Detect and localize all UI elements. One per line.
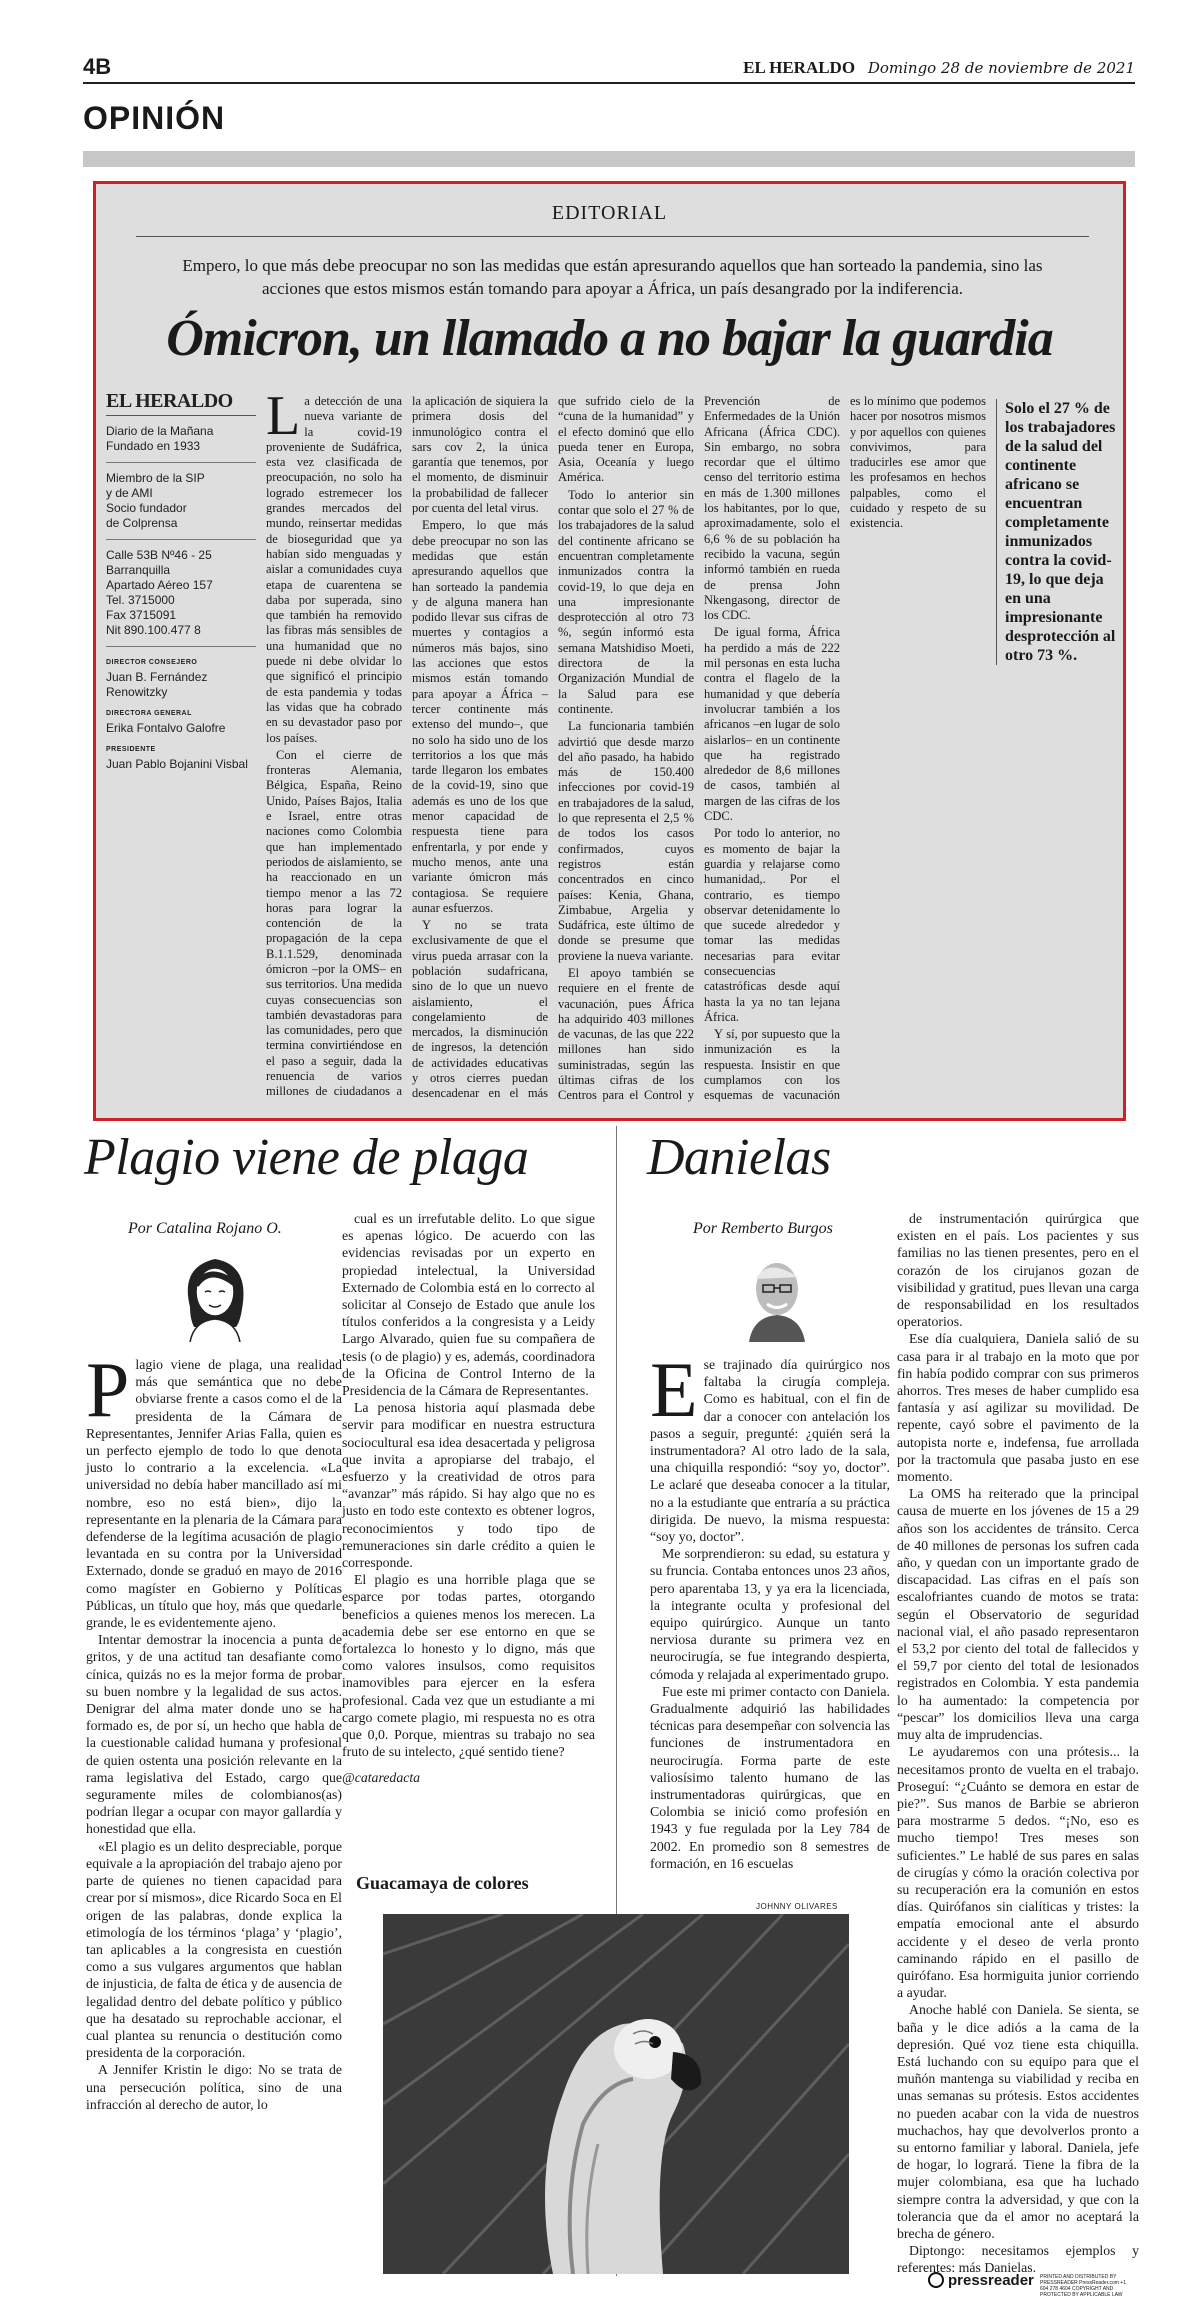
masthead-block-1 <box>106 424 256 463</box>
paragraph: Anoche hablé con Daniela. Se sienta, se baña y le dice adiós a la cama de la depresión. Qué voz tiene esta chiquilla. Está luchando con su equipo para que el muñón mantenga su viabilidad y reciba en unas semanas su prótesis. Estos accidentes no pueden acabar con la vida de nuestros muchachos, hay que devolverlos pronto a su entorno familiar y laboral. Daniela, jefe de hogar, lo logrará. Tiene la fibra de la mujer colombiana, esa que ha luchado siempre contra la adversidad, y que con la tolerancia que da el amor no aceptará la brecha de género. <box>897 2002 1139 2241</box>
column-title-danielas: Danielas <box>647 1129 831 1186</box>
page-number: 4B <box>83 54 112 79</box>
editorial-paragraph: Y no se trata exclusivamente de que el virus pueda arrasar con la población sudafricana, sino de lo que un nuevo aislamiento, el congelamiento de mercados, la disminución de ingresos, la detención de actividades educativas y otros cierres puedan desencadenar en el más que sufrido cielo de la “cuna de la humanidad” y el efecto dominó que ello pueda tener en Europa, Asia, Oceanía y luego América. <box>412 394 694 1101</box>
masthead-name: Erika Fontalvo Galofre <box>106 721 226 735</box>
issue-date: Domingo 28 de noviembre de 2021 <box>867 59 1135 77</box>
editorial-paragraph: De igual forma, África ha perdido a más de 222 mil personas en esta lucha contra el flagelo de la humanidad y que debería involucrar también a los africanos –en lugar de solo aislarlos– en un continente que ha registrado alrededor de 8,6 millones de casos, también al margen de las cifras de los CDC. <box>704 625 840 824</box>
author-portrait-burgos <box>727 1247 827 1342</box>
masthead-name: Juan Pablo Bojanini Visbal <box>106 757 248 771</box>
paragraph: Plagio viene de plaga, una realidad más que semántica que no debe obviarse frente a casos como el de la presidenta de la Cámara de Representantes, Jennifer Arias Falla, quien es un perfecto ejemplo de todo lo que denota justo lo contrario a la excelencia. «La universidad no debía haber mancillado así mi nombre, eso no está bien», dijo la representante en la plenaria de la Cámara para defenderse de la legítima acusación de plagio levantada en su contra por la Universidad Externado, donde se graduó en mayo de 2016 como magíster en Gobierno y Políticas Públicas, un título que hoy, más que quedarle grande, le es evidentemente ajeno. <box>86 1346 342 1631</box>
editorial-paragraph: Y sí, por supuesto que la inmunización es la respuesta. Insistir en que cumplamos con los esquemas de vacunación es lo mínimo que podemos hacer por nosotros mismos y por aquellos con quienes convivimos, para traducirles ese amor que les profesamos en hechos palpables, como el cuidado y respeto de su existencia. <box>704 394 986 1103</box>
paragraph: El plagio es una horrible plaga que se esparce por todas partes, otorgando beneficios a quienes menos los merecen. La academia debe ser ese entorno en que se fortalezca lo honesto y lo digno, más que como valores insulsos, como requisitos inamovibles para ejercer en la esfera profesional. Cada vez que un estudiante a mi cargo comete plagio, mi respuesta no es otra que 0,0. Porque, mientras su trabajo no sea fruto de su intelecto, ¿qué sentido tiene? <box>342 1572 595 1760</box>
column-body-plagio-2 <box>342 1210 595 1786</box>
masthead-line: Fundado en 1933 <box>106 439 201 453</box>
paragraph: Me sorprendieron: su edad, su estatura y su fruncia. Contaba entonces unos 23 años, pero aparentaba 13, y ya era la licenciada, la integrante oculta y profesional del equipo quirúrgico. Aunque un tanto nerviosa durante su primera vez en neurocirugía, se fue integrando despierta, cómoda y relajada al experimentado grupo. <box>650 1546 890 1682</box>
paragraph: de instrumentación quirúrgica que existen en el país. Los pacientes y sus familias no las tienen presentes, pero en el corazón de los cirujanos gozan de visibilidad y gratitud, pues llevan una carga de responsabilidad en los resultados operatorios. <box>897 1211 1139 1330</box>
macaw-photo <box>383 1914 849 2274</box>
author-portrait-rojano <box>160 1247 270 1342</box>
editorial-pull-quote: Solo el 27 % de los trabajadores de la salud del continente africano se encuentran completamente inmunizados contra la covid-19, lo que deja en una impresionante desprotección al otro 73 %. <box>996 399 1121 665</box>
section-title: OPINIÓN <box>83 100 226 136</box>
paragraph: Fue este mi primer contacto con Daniela. Gradualmente adquirió las habilidades técnicas para desempeñar con solvencia las funciones de instrumentadora en neurocirugía. Forma parte de este valiosísimo talento humano de las instrumentadoras quirúrgicas, que en Colombia se inició como profesión en 1943 y fue regulada por la Ley 784 de 2002. En promedio son 8 semestres de formación, en 16 escuelas <box>650 1683 890 1871</box>
paragraph: Ese trajinado día quirúrgico nos faltaba la cirugía compleja. Como es habitual, con el fin de dar a conocer con antelación los pasos a seguir, pregunté: ¿quién será la instrumentadora? Al otro lado de la sala, una chiquilla respondió: “soy yo, doctor”. Le aclaré que deseaba conocer a la titular, no a la estudiante que entraría a su práctica dirigida. De nuevo, la misma respuesta: “soy yo, doctor”. <box>650 1346 890 1545</box>
author-handle: @cataredacta <box>342 1769 421 1785</box>
paragraph: Diptongo: necesitamos ejemplos y referentes: más Danielas. <box>897 2243 1139 2276</box>
masthead-line: Barranquilla <box>106 563 171 577</box>
paragraph: Ese día cualquiera, Daniela salió de su casa para ir al trabajo en la moto que por fin había podido comprar con sus primeros ahorros. Tres meses de haber cumplido esa fantasía y así agilizar su movilidad. De repente, cayó sobre el pavimento de la autopista norte e, indefensa, fue arrollada por la tractomula que pasaba justo en ese momento. <box>897 1331 1139 1485</box>
pressreader-logo <box>928 2272 1034 2289</box>
editorial-paragraph: Con el cierre de fronteras Alemania, Bélgica, España, Reino Unido, Países Bajos, Italia e Israel, entre otras naciones como Colombia que han implementado periodos de aislamiento, se ha reaccionado en un tiempo menor a las 72 horas para lograr la contención de la propagación de la cepa B.1.1.529, denominada ómicron –por la OMS– en sus territorios. Una medida cuyas consecuencias son también devastadoras para las comunidades, pero que termina convirtiéndose en el paso a seguir, dada la renuencia de varios millones de ciudadanos a la aplicación de siquiera la primera dosis del inmunológico contra el sars cov 2, la única garantía que tenemos, por el momento, de disminuir la probabilidad de fallecer por cuenta del letal virus. <box>266 394 548 1099</box>
editorial-paragraph: Todo lo anterior sin contar que solo el 27 % de los trabajadores de la salud del continente africano se encuentran completamente inmunizados contra la covid-19, lo que deja en una impresionante desprotección al otro 73 %, según informó esta semana Matshidiso Moeti, directora de la Organización Mundial de la Salud para ese continente. <box>558 487 694 716</box>
page-header <box>83 54 1135 84</box>
masthead-line: Fax 3715091 <box>106 608 177 622</box>
byline-rojano: Por Catalina Rojano O. <box>128 1220 282 1237</box>
editorial-paragraph: Por todo lo anterior, no es momento de bajar la guardia y relajarse como humanidad,. Por el contrario, es tiempo observar detenidamente lo que sucede alrededor y tomar las medidas necesarias para evitar consecuencias catastróficas desde aquí hasta la ya no tan lejana África. <box>704 826 840 1024</box>
photo-title: Guacamaya de colores <box>356 1873 529 1893</box>
masthead <box>106 390 256 772</box>
editorial-paragraph: Empero, lo que más debe preocupar no son las medidas que están apresurando aquellos que han sorteado la pandemia y de alguna manera han podido llevar sus cifras de muertes y contagios a números más bajos, sino las acciones que estos mismos están tomando para apoyar a África –tercer continente más extenso del mundo–, que no solo ha sido uno de los territorios a los que más tarde llegaron los embates de la covid-19, sino que además es uno de los que menor capacidad de respuesta tiene para enfrentarla, y por ende y mucho menos, ante una variante ómicron más contagiosa. Se requiere aunar esfuerzos. <box>412 518 548 915</box>
paper-name: EL HERALDO <box>743 58 856 77</box>
paragraph: Intentar demostrar la inocencia a punta de gritos, y de una actitud tan desafiante como cínica, quizás no es la mejor forma de probar su buen nombre y la legalidad de sus actos. Denigrar del alma mater donde uno se ha formado es, de por sí, un hecho que habla de la cuestionable calidad humana y profesional de quien ostenta una posición relevante en la rama legislativa del Estado, cargo que seguramente miles de colombianos(as) podrían llegar a ocupar con mayor gallardía y honestidad que ella. <box>86 1632 342 1837</box>
masthead-block-2 <box>106 471 256 540</box>
masthead-logo: EL HERALDO <box>106 394 256 416</box>
paragraph: La OMS ha reiterado que la principal causa de muerte en los jóvenes de 15 a 29 años son los accidentes de tránsito. Cerca de 40 millones de personas los sufren cada año, y quedan con un importante grado de discapacidad. Las cifras en el país son escalofriantes cuando de motos se trata: según el Observatorio de seguridad nacional vial, el año pasado representaron el 53,2 por ciento del total de fallecidos y el 59,7 por ciento del total de lesionados registrados en Colombia. Y esta pandemia lo ha aumentado: la competencia por “pescar” los domicilios lleva una carga muy alta de imprudencias. <box>897 1486 1139 1743</box>
footer-fine-print: PRINTED AND DISTRIBUTED BY PRESSREADER PressReader.com +1 604 278 4604 COPYRIGHT AND PROTECTED BY APPLICABLE LAW <box>1040 2274 1127 2298</box>
column-title-plagio: Plagio viene de plaga <box>84 1129 529 1186</box>
editorial-paragraph: La funcionaria también advirtió que desde marzo del año pasado, ha habido más de 150.400 infecciones por covid-19 en trabajadores de la salud, lo que representa el 2,5 % de todos los casos confirmados, cuyos registros están concentrados en cinco países: Kenia, Ghana, Zimbabue, Argelia y Sudáfrica, este último de donde se presume que proviene la nueva variante. <box>558 719 694 963</box>
paragraph: cual es un irrefutable delito. Lo que sigue es apenas lógico. De acuerdo con las evidencias revisadas por un experto en propiedad intelectual, la Universidad Externado de Colombia está en lo correcto al solicitar al Consejo de Estado que anule los títulos conferidos a la congresista y a Leidy Largo Alvarado, quien fue su compañera de tesis (o de plagio) y es, además, coordinadora de la Oficina de Control Interno de la Presidencia de la Cámara de Representantes. <box>342 1211 595 1399</box>
masthead-line: Socio fundador <box>106 501 187 515</box>
column-body-danielas-1 <box>650 1346 890 1872</box>
masthead-line: Nit 890.100.477 8 <box>106 623 201 637</box>
masthead-name: Juan B. Fernández Renowitzky <box>106 670 208 699</box>
column-body-danielas-2 <box>897 1210 1139 2277</box>
editorial-lead: Empero, lo que más debe preocupar no son las medidas que están apresurando aquellos que han sorteado la pandemia, sino las acciones que estos mismos están tomando para apoyar a África, un país desangrado por la indiferencia. <box>182 256 1043 298</box>
paragraph: La penosa historia aquí plasmada debe servir para modificar en nuestra estructura sociocultural esa idea desacertada y peligrosa que invita a apropiarse del trabajo, el esfuerzo y la creatividad de otros para “avanzar” más rápido. Si hay algo que no es justo en todo este contexto es obtener logros, reconocimientos y todo tipo de remuneraciones sin darle crédito a quien le corresponde. <box>342 1400 595 1571</box>
section-rule <box>83 151 1135 167</box>
paragraph: Le ayudaremos con una prótesis... la necesitamos pronto de vuelta en el trabajo. Proseguí: “¿Cuánto se demora en estar de pie?”. Sus manos de Barbie se abrieron para mostrarme 5 dedos. “¡No, eso es mucho tiempo! Tres meses son suficientes.” Le hablé de sus pares en salas de cirugías y cómo la oración colectiva por su recuperación era la comunión en estos días. Quirófanos sin cialíticas y tristes: la empatía emocional ante el absurdo accidente y el deseo de verla pronto caminando rápido en el pasillo de quirófano. Esa hormiguita junior corriendo a ayudar. <box>897 1744 1139 2001</box>
masthead-line: Diario de la Mañana <box>106 424 214 438</box>
paragraph: A Jennifer Kristin le digo: No se trata de una persecución política, sino de una infracción al derecho de autor, lo <box>86 2062 342 2112</box>
header-info <box>743 58 1135 78</box>
editorial-paragraph: La detección de una nueva variante de la covid-19 proveniente de Sudáfrica, esta vez clasificada de preocupación, no solo ha logrado estremecer los grandes mercados del mundo, reinsertar medidas de bioseguridad que ya habían sido menguadas y aislar a comunidades cuya etapa de cuarentena se daba por superada, sino que también ha removido las fibras más sensibles de una humanidad que no puede ni debe olvidar lo que significó el principio de esta pandemia y todas las vidas que ha cobrado en su devastador paso por los países. <box>266 385 402 745</box>
masthead-role: DIRECTOR CONSEJERO <box>106 659 198 666</box>
masthead-role: DIRECTORA GENERAL <box>106 710 192 717</box>
pressreader-wordmark: pressreader <box>948 2272 1034 2289</box>
paragraph: «El plagio es un delito despreciable, porque equivale a la apropiación del trabajo ajeno por parte de quienes no tienen capacidad para crear por sí mismos», dice Ricardo Soca en El origen de las palabras, donde explica la etimología de los términos ‘plaga’ y ‘plagio’, tan aplicables a la congresista en cuestión como a sus vulgares argumentos que hablan de injusticia, de falta de ética y de ausencia de legalidad dentro del debate político y público que ha desatado su reprochable accionar, el cual plantea su renuncia o destitución como presidenta de la corporación. <box>86 1838 342 2061</box>
masthead-line: Calle 53B Nº46 - 25 <box>106 548 212 562</box>
editorial-box <box>93 181 1126 1121</box>
editorial-paragraph: El apoyo también se requiere en el frente de vacunación, pues África ha adquirido 403 millones de vacunas, de las que 222 millones han sido suministradas, según las últimas cifras de los Centros para el Control y Prevención de Enfermedades de la Unión Africana (África CDC). Sin embargo, no sobra recordar que el último censo del territorio estima en más de 1.300 millones los habitantes, por lo que, aproximadamente, solo el 6,6 % de su población ha recibido la vacuna, según informó también en rueda de prensa John Nkengasong, director de los CDC. <box>558 394 840 1103</box>
masthead-line: de Colprensa <box>106 516 178 530</box>
masthead-line: Miembro de la SIP <box>106 471 205 485</box>
column-body-plagio-1 <box>86 1346 342 2113</box>
photo-credit: JOHNNY OLIVARES <box>756 1902 838 1911</box>
masthead-block-3 <box>106 548 256 647</box>
masthead-line: y de AMI <box>106 486 153 500</box>
masthead-line: Tel. 3715000 <box>106 593 175 607</box>
editorial-label: EDITORIAL <box>551 202 668 224</box>
byline-burgos: Por Remberto Burgos <box>693 1220 833 1237</box>
masthead-line: Apartado Aéreo 157 <box>106 578 213 592</box>
editorial-headline: Ómicron, un llamado a no bajar la guardia <box>166 310 1053 367</box>
pressreader-icon <box>928 2272 944 2288</box>
editorial-body <box>266 385 986 1104</box>
editorial-label-rule <box>136 236 1089 237</box>
masthead-role: PRESIDENTE <box>106 746 156 753</box>
